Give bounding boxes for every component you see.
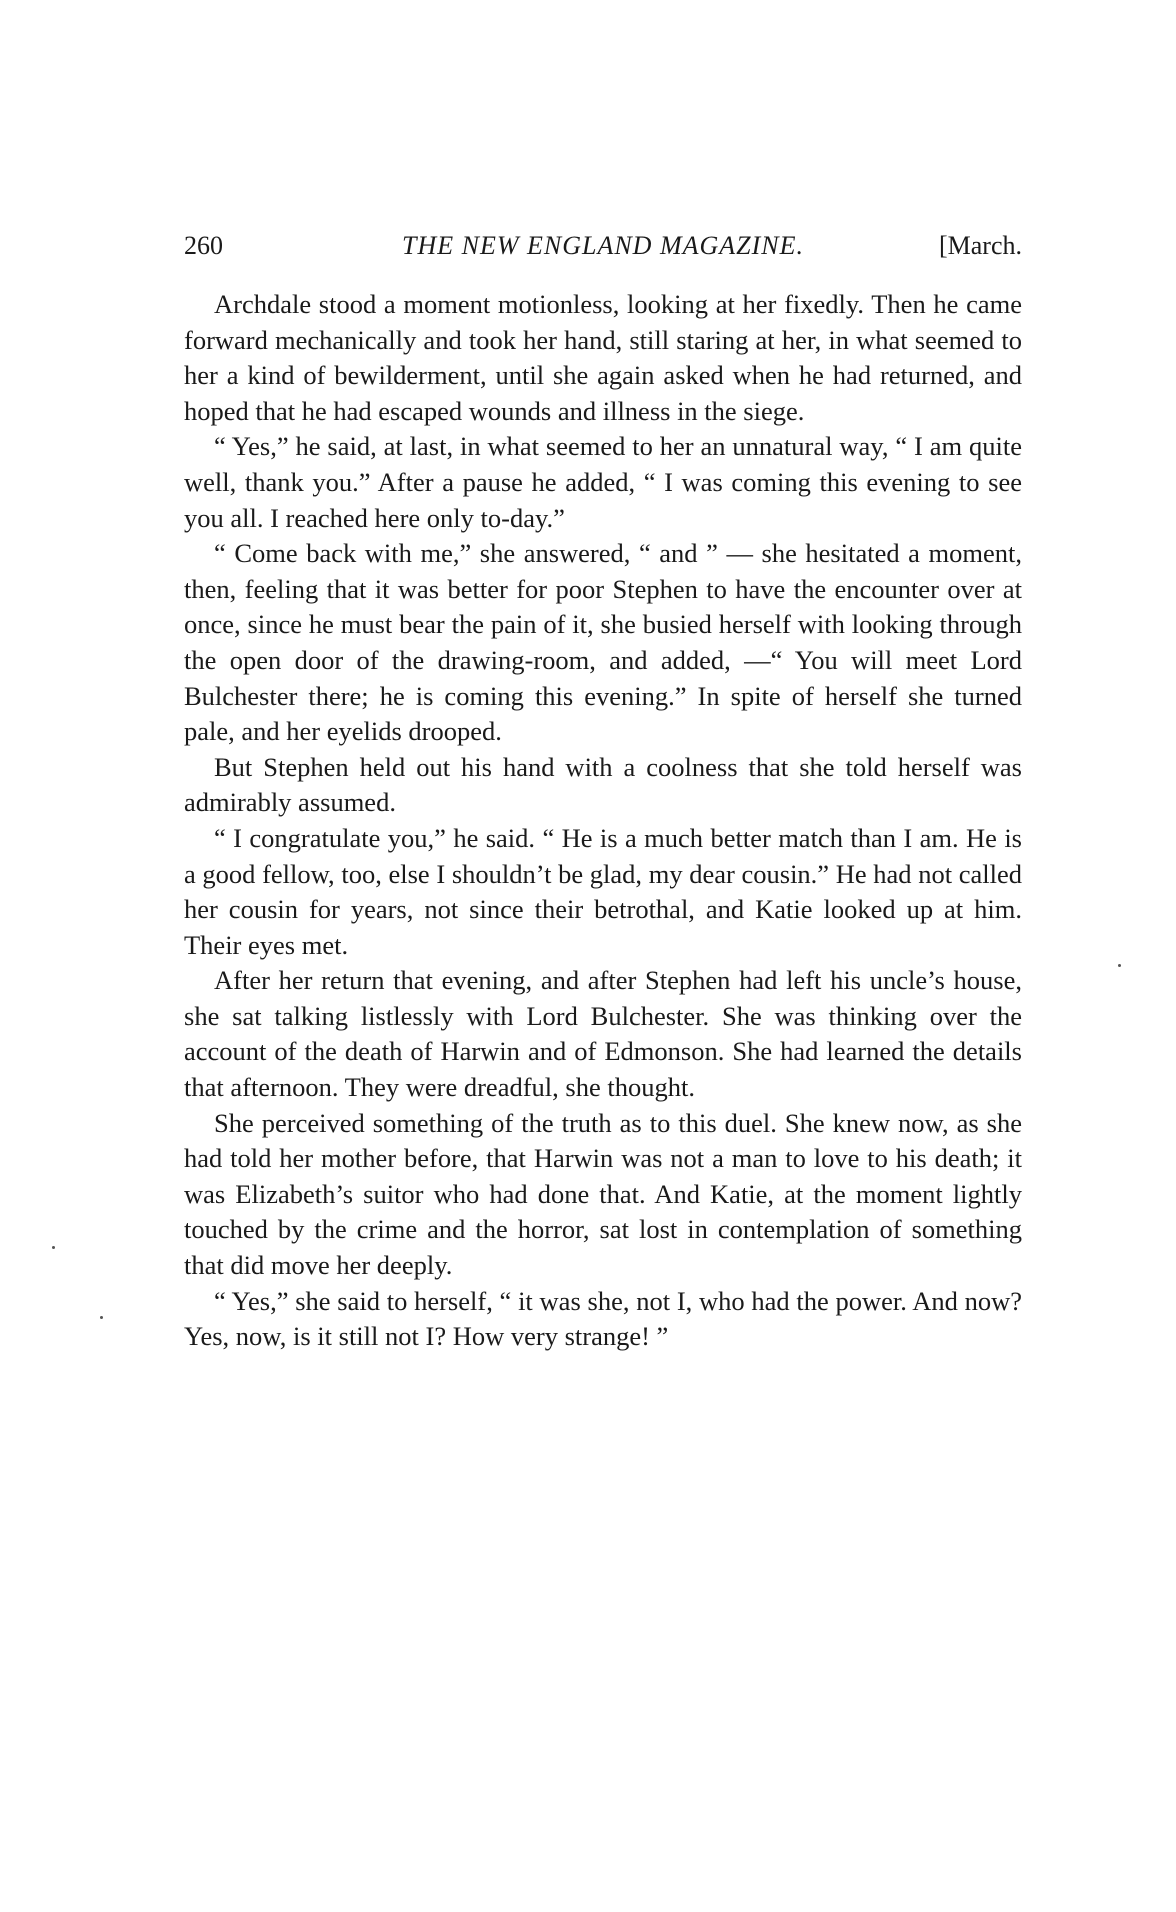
paragraph: “ Yes,” he said, at last, in what seemed to her an unnatural way, “ I am quite well, thank you.” After a pause he added, “ I was coming this evening to see you all. I reached here only to-day.” xyxy=(184,431,1022,533)
paragraph: Archdale stood a moment motionless, looking at her fixedly. Then he came forward mechanically and took her hand, still staring at her, in what seemed to her a kind of bewilderment, until she again asked when he had returned, and hoped that he had escaped wounds and illness in the siege. xyxy=(184,289,1022,426)
paragraph: “ Yes,” she said to herself, “ it was she, not I, who had the power. And now? Yes, now, is it still not I? How very strange! ” xyxy=(184,1285,1022,1352)
paragraph: But Stephen held out his hand with a coolness that she told herself was admirably assumed. xyxy=(184,751,1022,818)
body-text xyxy=(184,287,1022,1355)
paragraph: “ Come back with me,” she answered, “ and ” — she hesitated a moment, then, feeling that it was better for poor Stephen to have the encounter over at once, since he must bear the pain of it, she busied herself with looking through the open door of the drawing-room, and added, —“ You will meet Lord Bulchester there; he is coming this evening.” In spite of herself she turned pale, and her eyelids drooped. xyxy=(184,538,1022,747)
issue-month: [March. xyxy=(938,231,1022,260)
print-speck xyxy=(52,1246,55,1249)
paragraph: She perceived something of the truth as to this duel. She knew now, as she had told her mother before, that Harwin was not a man to love to his death; it was Elizabeth’s suitor who had done that. And Katie, at the moment lightly touched by the crime and the horror, sat lost in contemplation of something that did move her deeply. xyxy=(184,1107,1022,1281)
journal-title: THE NEW ENGLAND MAGAZINE. xyxy=(402,231,804,260)
running-head xyxy=(184,228,1022,264)
print-speck xyxy=(100,1316,103,1319)
paragraph: “ I congratulate you,” he said. “ He is a much better match than I am. He is a good fellow, too, else I shouldn’t be glad, my dear cousin.” He had not called her cousin for years, not since their betrothal, and Katie looked up at him. Their eyes met. xyxy=(184,822,1022,960)
paragraph: After her return that evening, and after Stephen had left his uncle’s house, she sat talking listlessly with Lord Bulchester. She was thinking over the account of the death of Harwin and of Edmonson. She had learned the details that afternoon. They were dreadful, she thought. xyxy=(184,965,1022,1103)
page-number: 260 xyxy=(184,231,223,260)
print-speck xyxy=(1118,964,1121,967)
